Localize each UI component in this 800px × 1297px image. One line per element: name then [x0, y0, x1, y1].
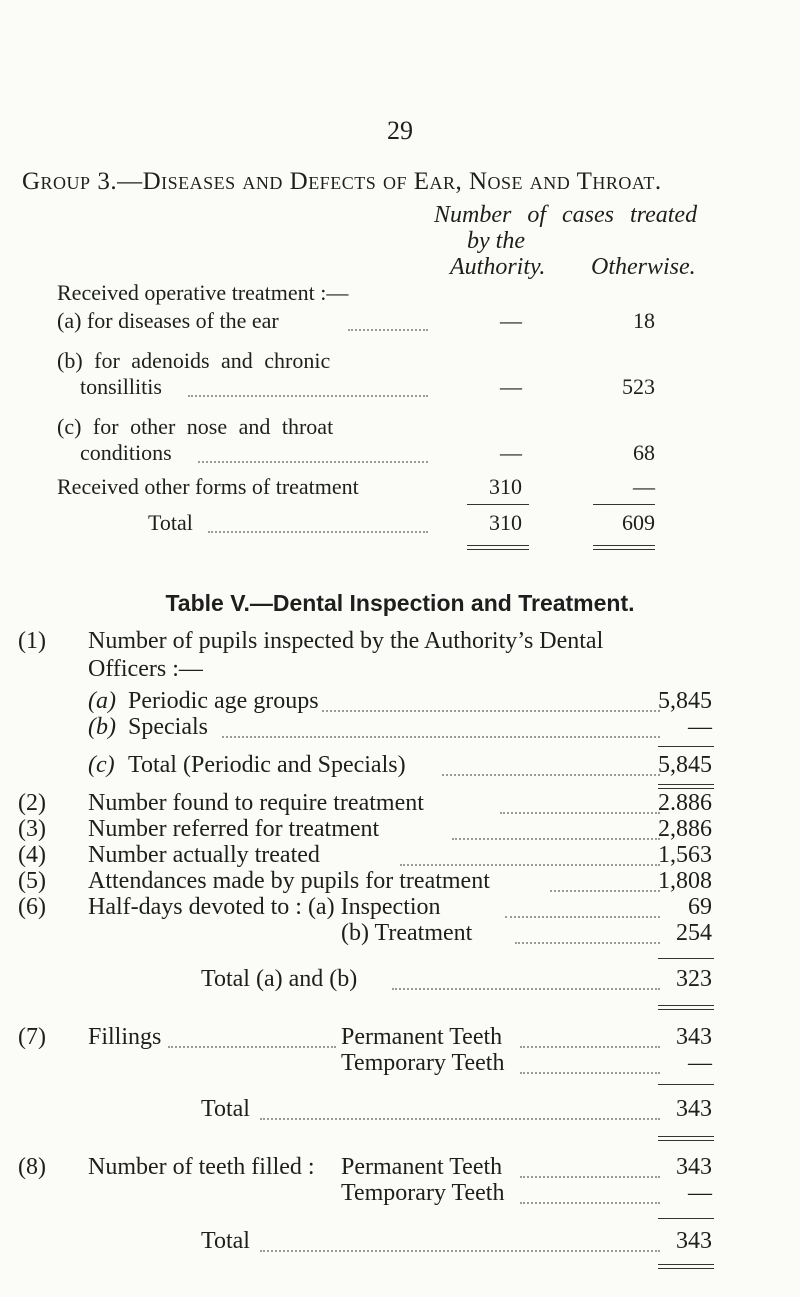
- group3-otherwise-value: 68: [633, 440, 655, 465]
- item-number: (3): [18, 816, 46, 842]
- item-number: (5): [18, 868, 46, 894]
- total-double-rule: [658, 1005, 714, 1010]
- group3-row-label: Received other forms of treatment: [57, 474, 359, 499]
- leader-dots: [520, 1202, 660, 1204]
- group3-total-label: Total: [148, 510, 193, 535]
- leader-dots: [208, 531, 428, 533]
- item1-label-cont: Officers :—: [88, 656, 203, 682]
- item-number: (6): [18, 894, 46, 920]
- total-ab-value: 323: [676, 966, 712, 992]
- leader-dots: [500, 812, 660, 814]
- group3-authority-value: —: [500, 374, 522, 399]
- sub-letter: (b): [88, 714, 116, 740]
- teeth-filled-total-value: 343: [676, 1228, 712, 1254]
- column-header-by-the: by the: [467, 228, 525, 254]
- permanent-teeth-label: Permanent Teeth: [341, 1024, 503, 1050]
- fillings-label: Fillings: [88, 1024, 162, 1050]
- group3-total-authority: 310: [489, 510, 522, 535]
- leader-dots: [222, 736, 660, 738]
- leader-dots: [452, 838, 660, 840]
- teeth-filled-total-label: Total: [201, 1228, 250, 1254]
- group3-otherwise-value: 18: [633, 308, 655, 333]
- leader-dots: [520, 1072, 660, 1074]
- item-label: Number found to require treatment: [88, 790, 424, 816]
- leader-dots: [260, 1118, 660, 1120]
- item-number: (2): [18, 790, 46, 816]
- group3-otherwise-value: 523: [622, 374, 655, 399]
- table5-title: Table V.—Dental Inspection and Treatment.: [165, 590, 635, 616]
- group3-authority-value: —: [500, 440, 522, 465]
- leader-dots: [505, 916, 660, 918]
- total-double-rule: [658, 1136, 714, 1141]
- leader-dots: [322, 710, 660, 712]
- item-value: 1,808: [658, 868, 712, 894]
- permanent-teeth-value: 343: [676, 1024, 712, 1050]
- leader-dots: [515, 942, 660, 944]
- column-header-authority: Authority.: [450, 254, 546, 280]
- subtotal-rule: [467, 504, 529, 505]
- periodic-age-groups-value: 5,845: [658, 688, 712, 714]
- leader-dots: [188, 395, 428, 397]
- leader-dots: [168, 1046, 336, 1048]
- item-number: (8): [18, 1154, 46, 1180]
- teeth-filled-label: Number of teeth filled :: [88, 1154, 315, 1180]
- fillings-total-label: Total: [201, 1096, 250, 1122]
- item-value: 69: [688, 894, 712, 920]
- group3-row-label-cont: conditions: [80, 440, 172, 465]
- leader-dots: [260, 1250, 660, 1252]
- item-number: (4): [18, 842, 46, 868]
- temporary-teeth-value: —: [688, 1180, 712, 1206]
- column-header-number-of-cases: Number of cases treated: [434, 202, 698, 228]
- permanent-teeth-value: 343: [676, 1154, 712, 1180]
- total-double-rule: [658, 784, 714, 789]
- subtotal-rule: [658, 958, 714, 959]
- item-value: 2,886: [658, 816, 712, 842]
- item-number: (1): [18, 628, 46, 654]
- group3-otherwise-value: —: [633, 474, 655, 499]
- periodic-age-groups-label: Periodic age groups: [128, 688, 319, 714]
- sub-letter: (a): [88, 688, 116, 714]
- group3-total-otherwise: 609: [622, 510, 655, 535]
- total-periodic-specials-label: Total (Periodic and Specials): [128, 752, 406, 778]
- leader-dots: [400, 864, 660, 866]
- leader-dots: [198, 461, 428, 463]
- item-value: 1,563: [658, 842, 712, 868]
- temporary-teeth-label: Temporary Teeth: [341, 1050, 505, 1076]
- item-label: Attendances made by pupils for treatment: [88, 868, 490, 894]
- group3-row-label-cont: tonsillitis: [80, 374, 162, 399]
- subtotal-rule: [593, 504, 655, 505]
- group3-authority-value: 310: [489, 474, 522, 499]
- fillings-total-value: 343: [676, 1096, 712, 1122]
- leader-dots: [348, 329, 428, 331]
- temporary-teeth-value: —: [688, 1050, 712, 1076]
- sub-letter: (c): [88, 752, 115, 778]
- item-label: Number referred for treatment: [88, 816, 380, 842]
- leader-dots: [392, 988, 660, 990]
- item-label: (b) Treatment: [341, 920, 473, 946]
- total-double-rule: [593, 545, 655, 550]
- temporary-teeth-label: Temporary Teeth: [341, 1180, 505, 1206]
- total-double-rule: [467, 545, 529, 550]
- group3-title: Group 3.—Diseases and Defects of Ear, Nose and Throat.: [22, 168, 662, 195]
- item-number: (7): [18, 1024, 46, 1050]
- subtotal-rule: [658, 1218, 714, 1219]
- group3-row-label: (b) for adenoids and chronic: [57, 348, 331, 373]
- received-operative-label: Received operative treatment :—: [57, 280, 349, 305]
- page-number: 29: [387, 116, 413, 145]
- item-label: Number actually treated: [88, 842, 320, 868]
- group3-row-label: (a) for diseases of the ear: [57, 308, 279, 333]
- item1-label: Number of pupils inspected by the Authority’s Dental: [88, 628, 604, 654]
- leader-dots: [442, 774, 660, 776]
- total-periodic-specials-value: 5,845: [658, 752, 712, 778]
- group3-row-label: (c) for other nose and throat: [57, 414, 334, 439]
- leader-dots: [520, 1046, 660, 1048]
- specials-value: —: [688, 714, 712, 740]
- item-value: 2.886: [658, 790, 712, 816]
- specials-label: Specials: [128, 714, 208, 740]
- item-label: Half-days devoted to : (a) Inspection: [88, 894, 441, 920]
- permanent-teeth-label: Permanent Teeth: [341, 1154, 503, 1180]
- subtotal-rule: [658, 1084, 714, 1085]
- group3-authority-value: —: [500, 308, 522, 333]
- subtotal-rule: [658, 746, 714, 747]
- column-header-otherwise: Otherwise.: [591, 254, 696, 280]
- total-double-rule: [658, 1264, 714, 1269]
- leader-dots: [520, 1176, 660, 1178]
- total-ab-label: Total (a) and (b): [201, 966, 358, 992]
- item-value: 254: [676, 920, 712, 946]
